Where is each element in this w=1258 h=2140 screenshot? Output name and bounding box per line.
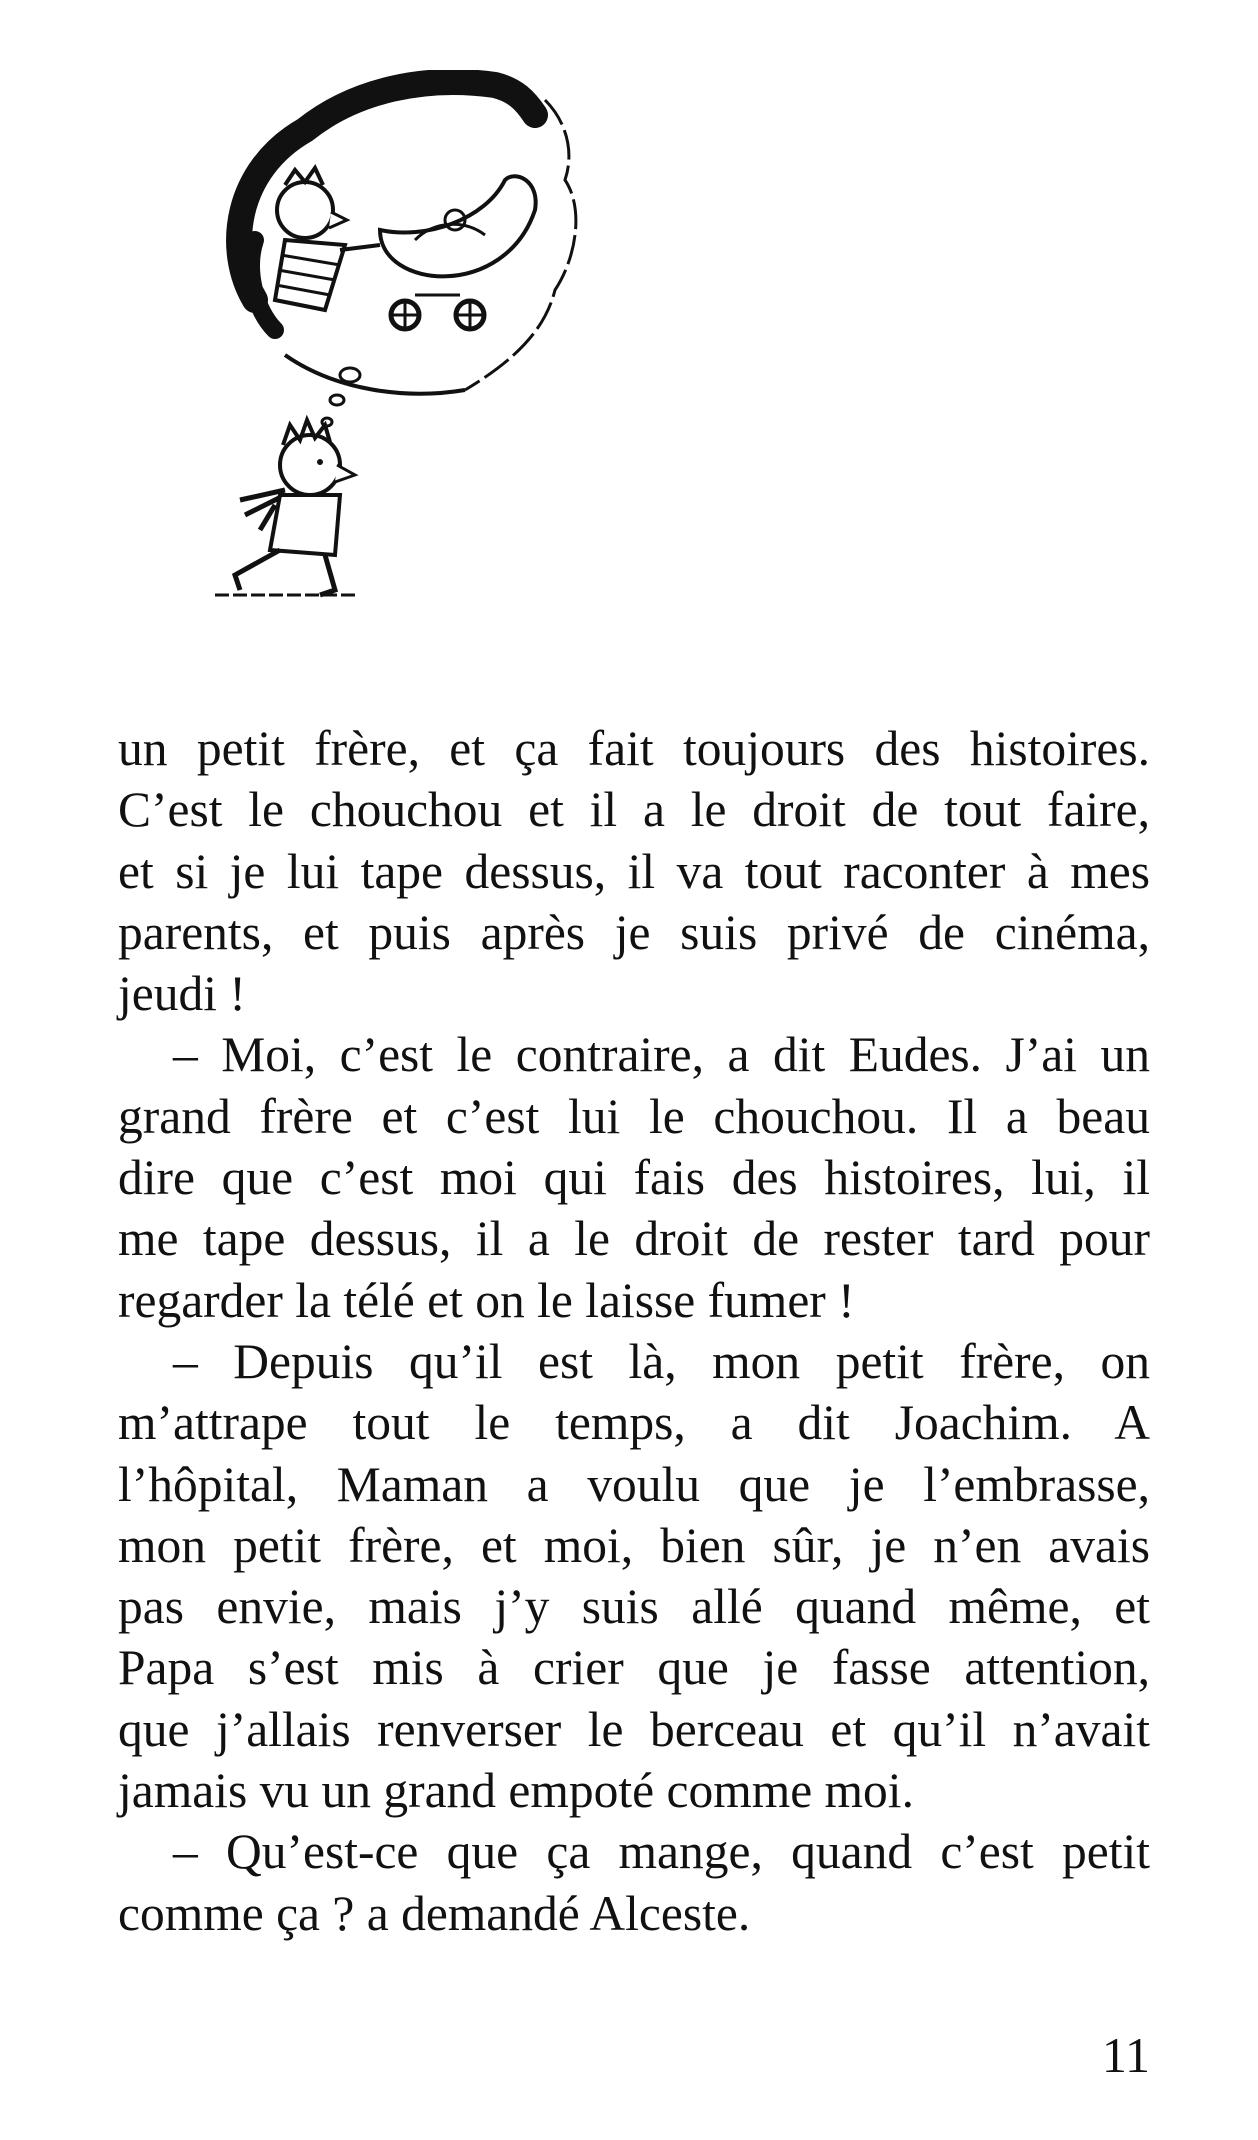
thought-bubble-illustration xyxy=(215,70,635,690)
text-line: me tape dessus, il a le droit de rester tard pour xyxy=(118,1211,1150,1267)
text-line: regarder la télé et on le laisse fumer ! xyxy=(118,1272,855,1328)
text-line: l’hôpital, Maman a voulu que je l’embrasse, xyxy=(118,1456,1150,1512)
text-line: que j’allais renverser le berceau et qu’il n’avait xyxy=(118,1701,1150,1757)
text-line: C’est le chouchou et il a le droit de tout faire, xyxy=(118,782,1150,838)
text-line: parents, et puis après je suis privé de cinéma, xyxy=(118,904,1150,960)
text-line: dire que c’est moi qui fais des histoires, lui, il xyxy=(118,1150,1150,1206)
page-number: 11 xyxy=(1101,2027,1150,2083)
text-line: Papa s’est mis à crier que je fasse attention, xyxy=(118,1640,1150,1696)
text-line: comme ça ? a demandé Alceste. xyxy=(118,1885,751,1941)
text-line: et si je lui tape dessus, il va tout raconter à mes xyxy=(118,843,1150,899)
text-line: mon petit frère, et moi, bien sûr, je n’en avais xyxy=(118,1517,1150,1573)
text-line: – Moi, c’est le contraire, a dit Eudes. J’ai un xyxy=(173,1027,1150,1083)
text-line: un petit frère, et ça fait toujours des histoires. xyxy=(118,721,1150,776)
text-line: jeudi ! xyxy=(118,966,246,1022)
text-line: – Depuis qu’il est là, mon petit frère, on xyxy=(173,1333,1150,1389)
boy-dreaming-of-pram-icon xyxy=(215,70,635,690)
text-line: m’attrape tout le temps, a dit Joachim. A xyxy=(118,1395,1150,1451)
text-line: pas envie, mais j’y suis allé quand même, et xyxy=(118,1579,1150,1635)
text-line: – Qu’est-ce que ça mange, quand c’est petit xyxy=(173,1824,1150,1880)
body-text xyxy=(118,718,1150,1944)
text-line: grand frère et c’est lui le chouchou. Il a beau xyxy=(118,1088,1150,1144)
text-line: jamais vu un grand empoté comme moi. xyxy=(118,1763,914,1819)
